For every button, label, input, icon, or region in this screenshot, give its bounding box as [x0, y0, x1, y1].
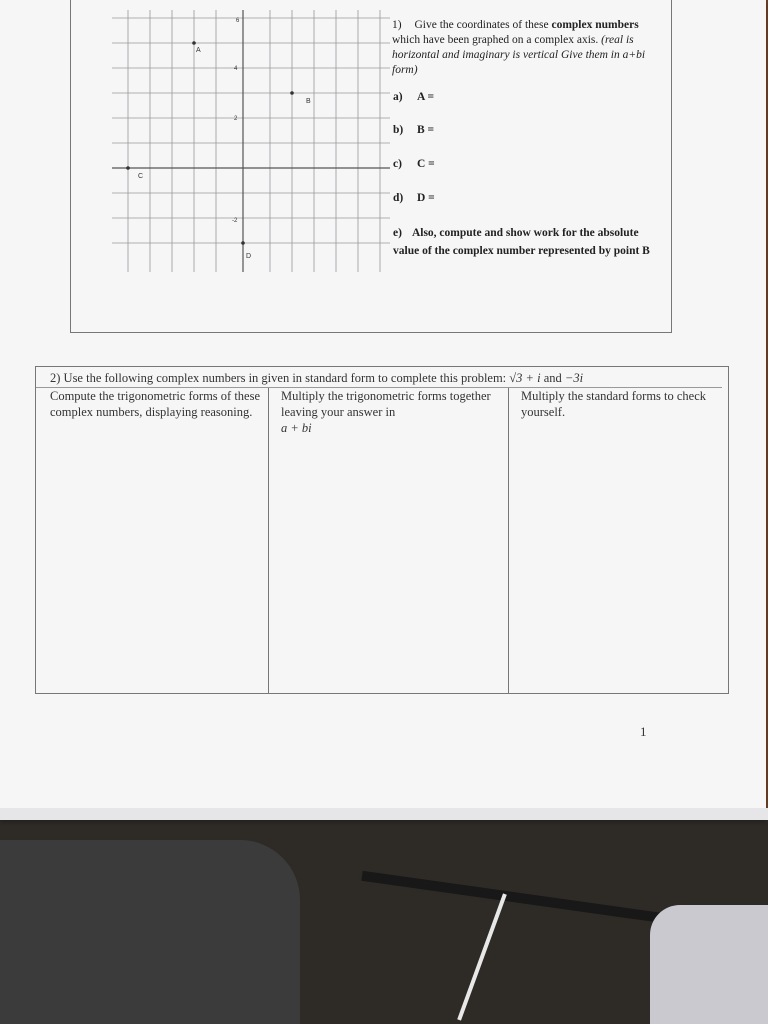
column-trig-forms: Compute the trigonometric forms of these complex numbers, displaying reasoning. [50, 389, 261, 419]
label-c: C [138, 173, 144, 180]
complex-number-1: √3 + i [509, 371, 541, 385]
part-b: b) B = [393, 124, 435, 136]
point-d [241, 241, 245, 245]
part-d: d) D = [393, 192, 435, 204]
problem-2-box [35, 366, 729, 694]
label-b: B [306, 98, 311, 105]
point-c [126, 166, 130, 170]
prompt-bold: complex numbers [551, 19, 639, 31]
problem-1-prompt [392, 18, 654, 78]
tick-neg2: -2 [232, 218, 238, 224]
tick-4: 4 [234, 66, 238, 72]
point-a [192, 41, 196, 45]
part-a: a) A = [393, 91, 435, 103]
label-a: A [196, 47, 201, 54]
paper-edge [0, 808, 768, 820]
complex-plane-grid [100, 10, 390, 272]
column-multiply-standard: Multiply the standard forms to check yourself. [508, 388, 731, 693]
problem-1-number: 1) [392, 19, 402, 31]
point-b [290, 91, 294, 95]
tick-2: 2 [234, 116, 238, 122]
shoe [650, 905, 768, 1024]
tick-6: 6 [236, 18, 240, 24]
problem-2-header: 2) Use the following complex numbers in given in standard form to complete this problem: √3 + i and −3i [36, 367, 722, 388]
part-c: c) C = [393, 158, 435, 170]
complex-number-2: −3i [564, 371, 584, 385]
prompt-italic: (real is horizontal and imaginary is vertical Give them in a+bi form) [392, 34, 646, 76]
column-multiply-trig: Multiply the trigonometric forms together leaving your answer in a + bi [268, 388, 521, 693]
prompt-rest: which have been graphed on a complex axis. [392, 34, 599, 46]
part-e: e) Also, compute and show work for the absolute value of the complex number represented by point B [393, 227, 650, 257]
prompt-lead: Give the coordinates of these [414, 19, 549, 31]
page-number: 1 [640, 724, 647, 739]
person-leg [0, 840, 300, 1024]
label-d: D [246, 253, 252, 260]
